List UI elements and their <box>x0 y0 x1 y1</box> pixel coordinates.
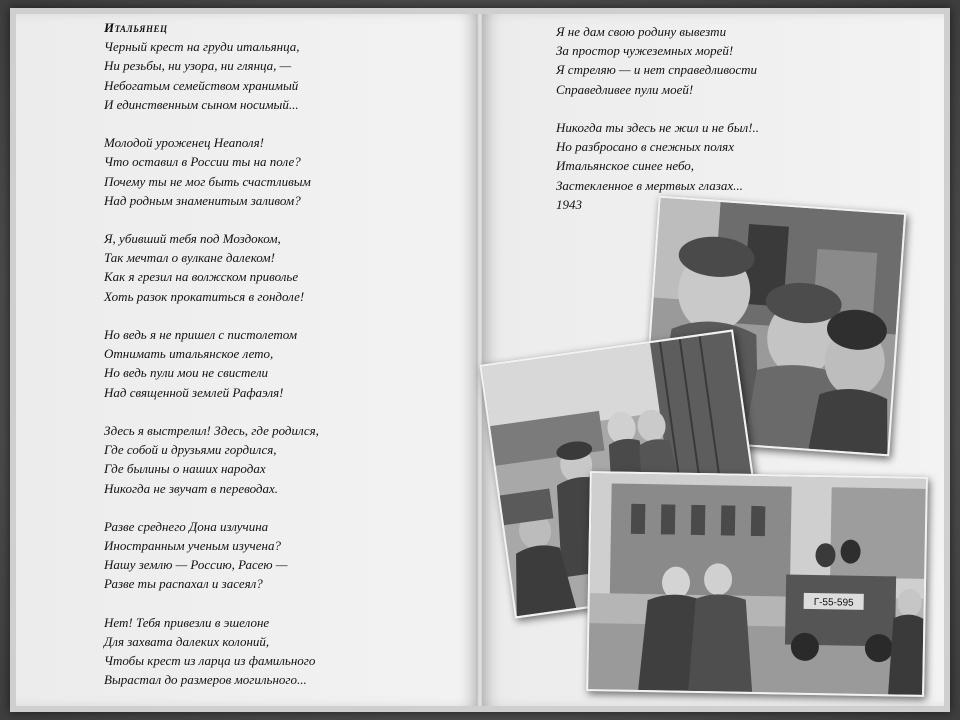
poem-line: Иностранным ученым изучена? <box>104 538 281 554</box>
poem-line: Чтобы крест из ларца из фамильного <box>104 653 316 669</box>
poem-line: Молодой уроженец Неаполя! <box>104 135 264 151</box>
poem-line: Справедливее пули моей! <box>556 81 694 97</box>
poem-line: Здесь я выстрелил! Здесь, где родился, <box>104 422 319 438</box>
poem-line: Где собой и друзьями гордился, <box>104 442 277 458</box>
poem-line: Но ведь пули мои не свистели <box>104 365 269 381</box>
poem-line: Где былины о наших народах <box>104 461 266 477</box>
poem-line: Над священной землей Рафаэля! <box>104 384 284 400</box>
poem-line: Разве ты распахал и засеял? <box>104 576 263 592</box>
poem-line: Я, убивший тебя под Моздоком, <box>104 231 281 247</box>
poem-line: Ни резьбы, ни узора, ни глянца, — <box>104 58 292 74</box>
poem-line: За простор чужеземных морей! <box>556 43 734 59</box>
poem-year: 1943 <box>556 196 582 212</box>
poem-line: Над родным знаменитым заливом? <box>104 192 301 208</box>
poem-line: Вырастал до размеров могильного... <box>104 672 307 688</box>
poem-left-column <box>104 18 319 690</box>
poem-line: Нет! Тебя привезли в эшелоне <box>104 614 270 630</box>
poem-line: Отнимать итальянское лето, <box>104 346 274 362</box>
poem-line: Небогатым семейством хранимый <box>104 77 299 93</box>
poem-line: Для захвата далеких колоний, <box>104 634 270 649</box>
truck-plate: Г-55-595 <box>813 596 854 609</box>
poem-line: Итальянское синее небо, <box>556 158 695 174</box>
poem-line: Почему ты не мог быть счастливым <box>104 173 311 189</box>
poem-line: И единственным сыном носимый... <box>104 96 299 112</box>
photo-soldiers-truck-image <box>588 473 926 695</box>
poem-line: Как я грезил на волжском приволье <box>104 269 299 285</box>
poem-title: Итальянец <box>104 20 168 35</box>
photo-soldiers-truck <box>586 471 928 697</box>
poem-line: Так мечтал о вулкане далеком! <box>104 250 275 266</box>
poem-line: Застекленное в мертвых глазах... <box>556 177 743 193</box>
poem-line: Я стреляю — и нет справедливости <box>556 62 758 78</box>
poem-line: Но разбросано в снежных полях <box>556 139 734 155</box>
poem-line: Разве среднего Дона излучина <box>104 518 269 534</box>
poem-line: Я не дам свою родину вывезти <box>556 24 727 39</box>
poem-line: Но ведь я не пришел с пистолетом <box>104 327 298 342</box>
poem-line: Хоть разок прокатиться в гондоле! <box>104 288 305 304</box>
poem-line: Нашу землю — Россию, Расею — <box>104 557 288 573</box>
poem-line: Черный крест на груди итальянца, <box>104 39 300 55</box>
poem-line: Что оставил в России ты на поле? <box>104 154 301 170</box>
poem-right-column <box>556 22 759 214</box>
poem-line: Никогда ты здесь не жил и не был!.. <box>556 119 760 135</box>
poem-line: Никогда не звучат в переводах. <box>104 480 278 496</box>
